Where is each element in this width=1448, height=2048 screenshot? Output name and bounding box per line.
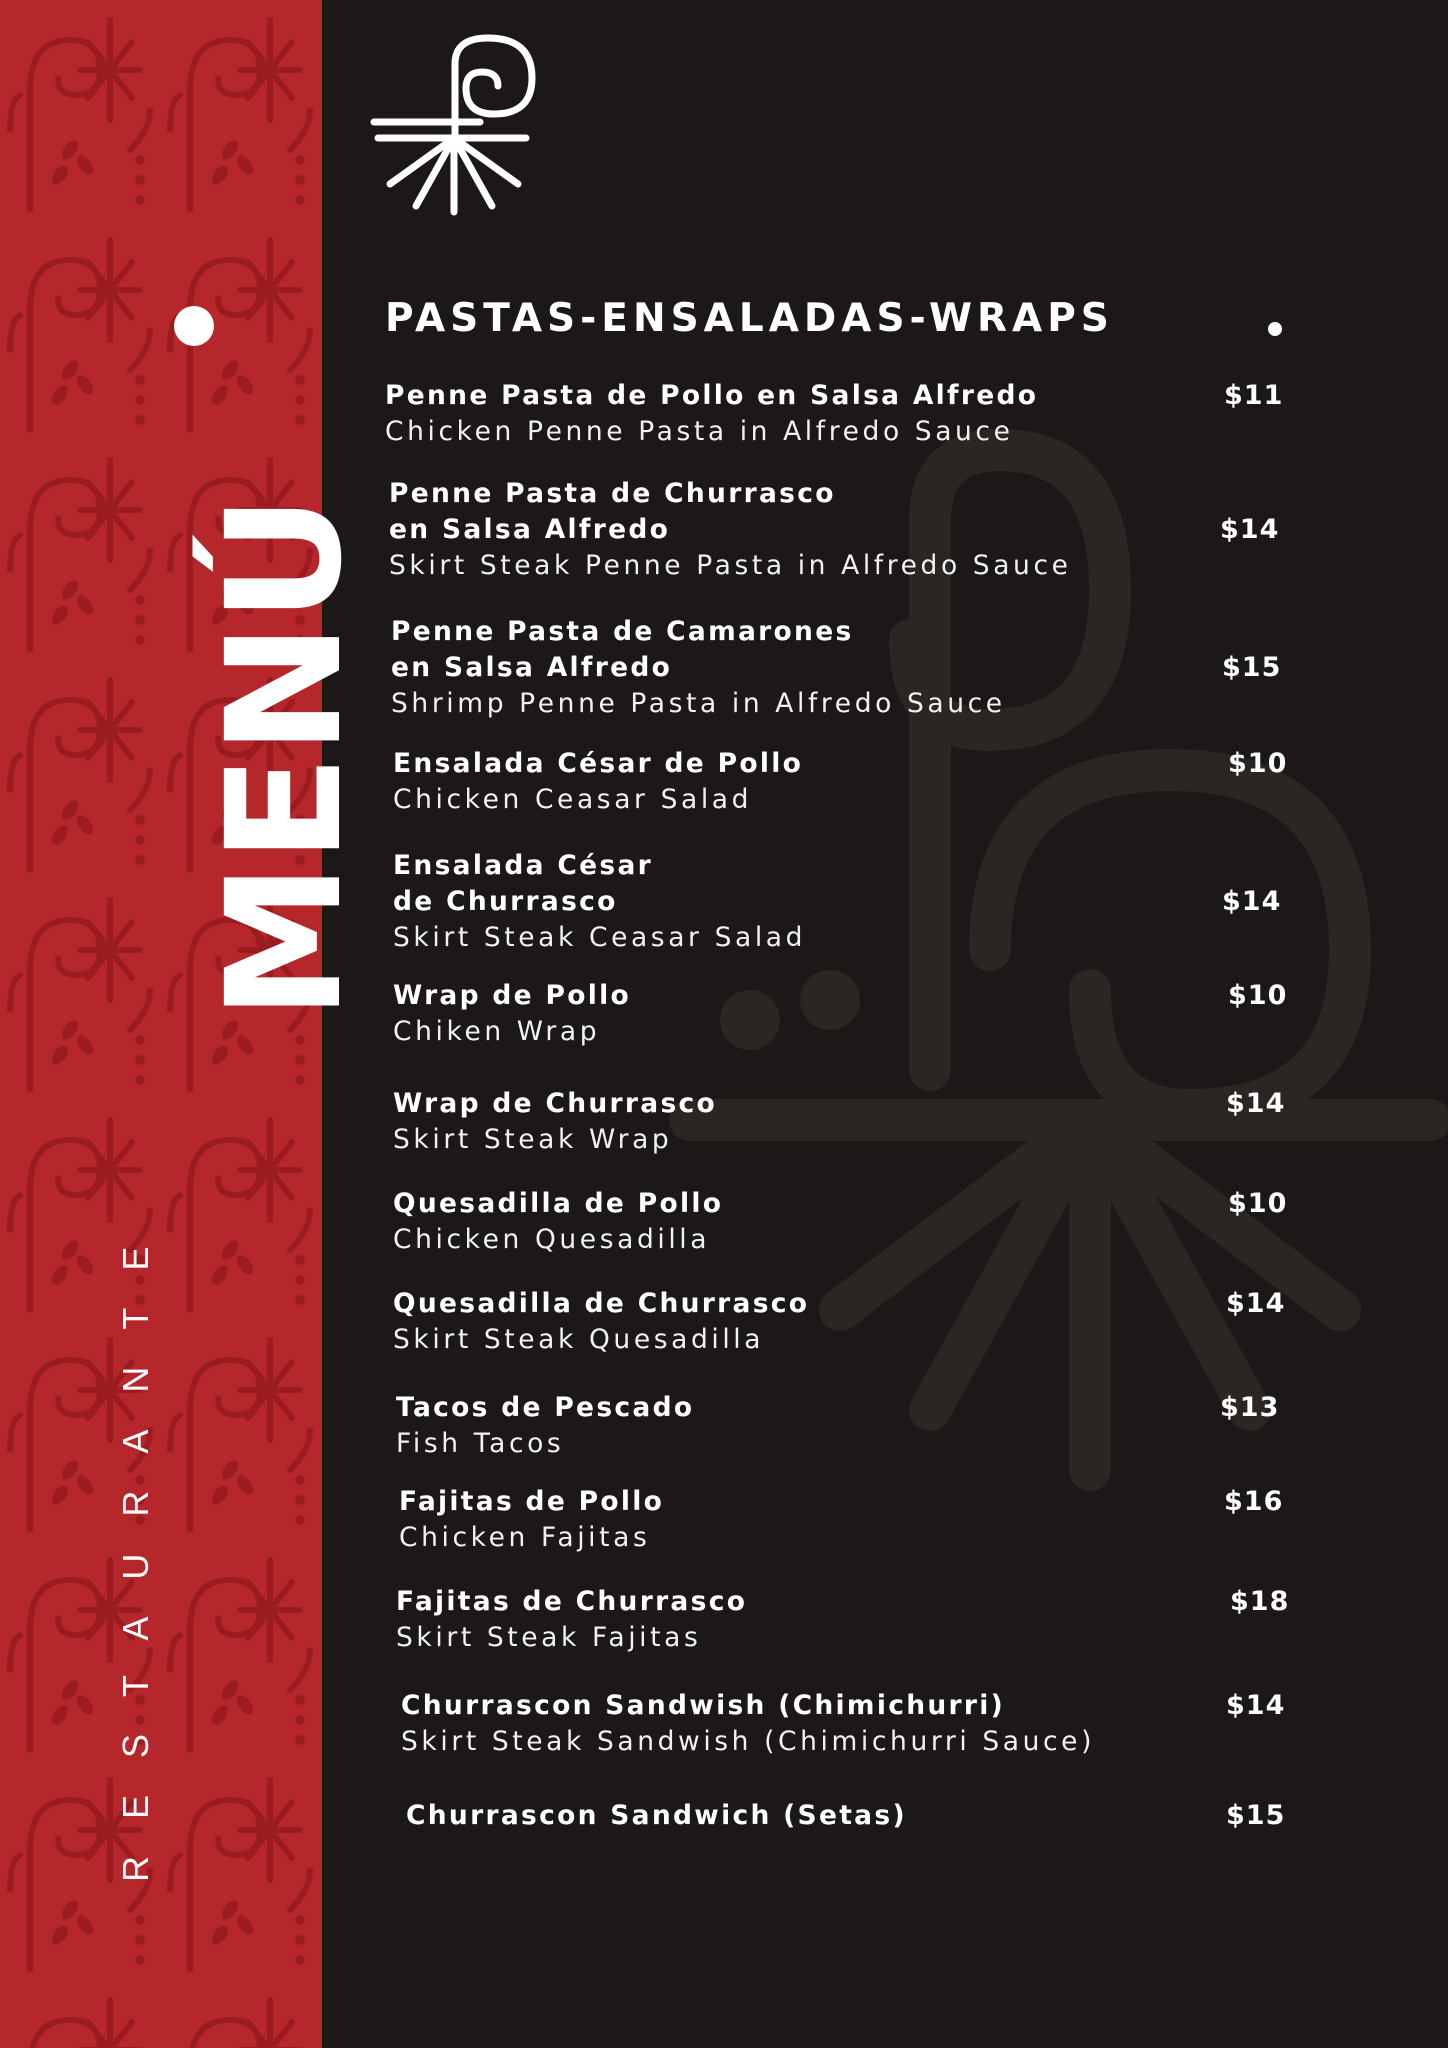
menu-item-price: $14 bbox=[1220, 514, 1280, 545]
menu-item-description: Chicken Penne Pasta in Alfredo Sauce bbox=[385, 416, 1014, 447]
menu-item-name: Wrap de Churrasco bbox=[393, 1088, 718, 1119]
menu-item-name: Wrap de Pollo bbox=[393, 980, 631, 1011]
menu-item-name: Churrascon Sandwich (Setas) bbox=[406, 1800, 907, 1831]
side-panel bbox=[0, 0, 377, 2048]
menu-item-name: Fajitas de Pollo bbox=[399, 1486, 665, 1517]
menu-item-description: Skirt Steak Penne Pasta in Alfredo Sauce bbox=[389, 550, 1072, 581]
menu-item bbox=[396, 1584, 747, 1656]
menu-item-name: Fajitas de Churrasco bbox=[396, 1586, 748, 1617]
menu-item-price: $18 bbox=[1230, 1586, 1290, 1617]
menu-item-price: $10 bbox=[1228, 1188, 1288, 1219]
menu-item bbox=[393, 1186, 723, 1258]
menu-title-dot bbox=[174, 306, 214, 346]
menu-item bbox=[393, 746, 803, 818]
menu-item-price: $14 bbox=[1226, 1288, 1286, 1319]
menu-item bbox=[389, 476, 1072, 584]
menu-item-price: $15 bbox=[1226, 1800, 1286, 1831]
menu-item-price: $14 bbox=[1222, 886, 1282, 917]
menu-item bbox=[385, 378, 1038, 450]
menu-item-description: Chiken Wrap bbox=[393, 1016, 601, 1047]
menu-item bbox=[396, 1390, 694, 1462]
menu-item-description: Shrimp Penne Pasta in Alfredo Sauce bbox=[391, 688, 1006, 719]
menu-item-name: Quesadilla de Churrasco bbox=[393, 1288, 810, 1319]
menu-item-name: Quesadilla de Pollo bbox=[393, 1188, 724, 1219]
menu-item bbox=[393, 1286, 809, 1358]
section-title-dot bbox=[1268, 322, 1282, 336]
menu-item bbox=[406, 1798, 907, 1834]
restaurant-subtitle: RESTAURANTE bbox=[115, 1209, 156, 1882]
menu-item-description: Skirt Steak Sandwish (Chimichurri Sauce) bbox=[401, 1726, 1096, 1757]
menu-item-price: $14 bbox=[1226, 1088, 1286, 1119]
menu-item-description: Skirt Steak Quesadilla bbox=[393, 1324, 765, 1355]
menu-item-price: $15 bbox=[1222, 652, 1282, 683]
menu-item-name: Penne Pasta de Pollo en Salsa Alfredo bbox=[385, 380, 1039, 411]
menu-title: MENÚ bbox=[193, 494, 377, 1020]
menu-item-description: Chicken Ceasar Salad bbox=[393, 784, 753, 815]
menu-item-name: Penne Pasta de Camarones en Salsa Alfredo bbox=[391, 616, 854, 683]
menu-item-price: $16 bbox=[1224, 1486, 1284, 1517]
menu-item-description: Chicken Quesadilla bbox=[393, 1224, 711, 1255]
menu-item-name: Tacos de Pescado bbox=[396, 1392, 695, 1423]
menu-item-description: Skirt Steak Fajitas bbox=[396, 1622, 702, 1653]
menu-item-price: $14 bbox=[1226, 1690, 1286, 1721]
menu-item-price: $13 bbox=[1220, 1392, 1280, 1423]
restaurant-logo bbox=[370, 34, 540, 224]
menu-item-description: Chicken Fajitas bbox=[399, 1522, 651, 1553]
menu-item-price: $10 bbox=[1228, 748, 1288, 779]
menu-item-description: Fish Tacos bbox=[396, 1428, 565, 1459]
menu-item bbox=[393, 978, 631, 1050]
menu-item bbox=[399, 1484, 664, 1556]
menu-item-name: Penne Pasta de Churrasco en Salsa Alfredo bbox=[389, 478, 836, 545]
menu-item bbox=[393, 848, 806, 956]
menu-item-name: Churrascon Sandwish (Chimichurri) bbox=[401, 1690, 1006, 1721]
menu-item-name: Ensalada César de Churrasco bbox=[393, 850, 654, 917]
menu-item-price: $11 bbox=[1224, 380, 1284, 411]
menu-item bbox=[391, 614, 1006, 722]
menu-item bbox=[393, 1086, 717, 1158]
section-title: PASTAS-ENSALADAS-WRAPS bbox=[385, 296, 1114, 341]
menu-item-price: $10 bbox=[1228, 980, 1288, 1011]
decorative-pattern bbox=[0, 0, 322, 2048]
menu-item-description: Skirt Steak Ceasar Salad bbox=[393, 922, 807, 953]
menu-item-description: Skirt Steak Wrap bbox=[393, 1124, 673, 1155]
menu-item bbox=[401, 1688, 1095, 1760]
menu-item-name: Ensalada César de Pollo bbox=[393, 748, 804, 779]
